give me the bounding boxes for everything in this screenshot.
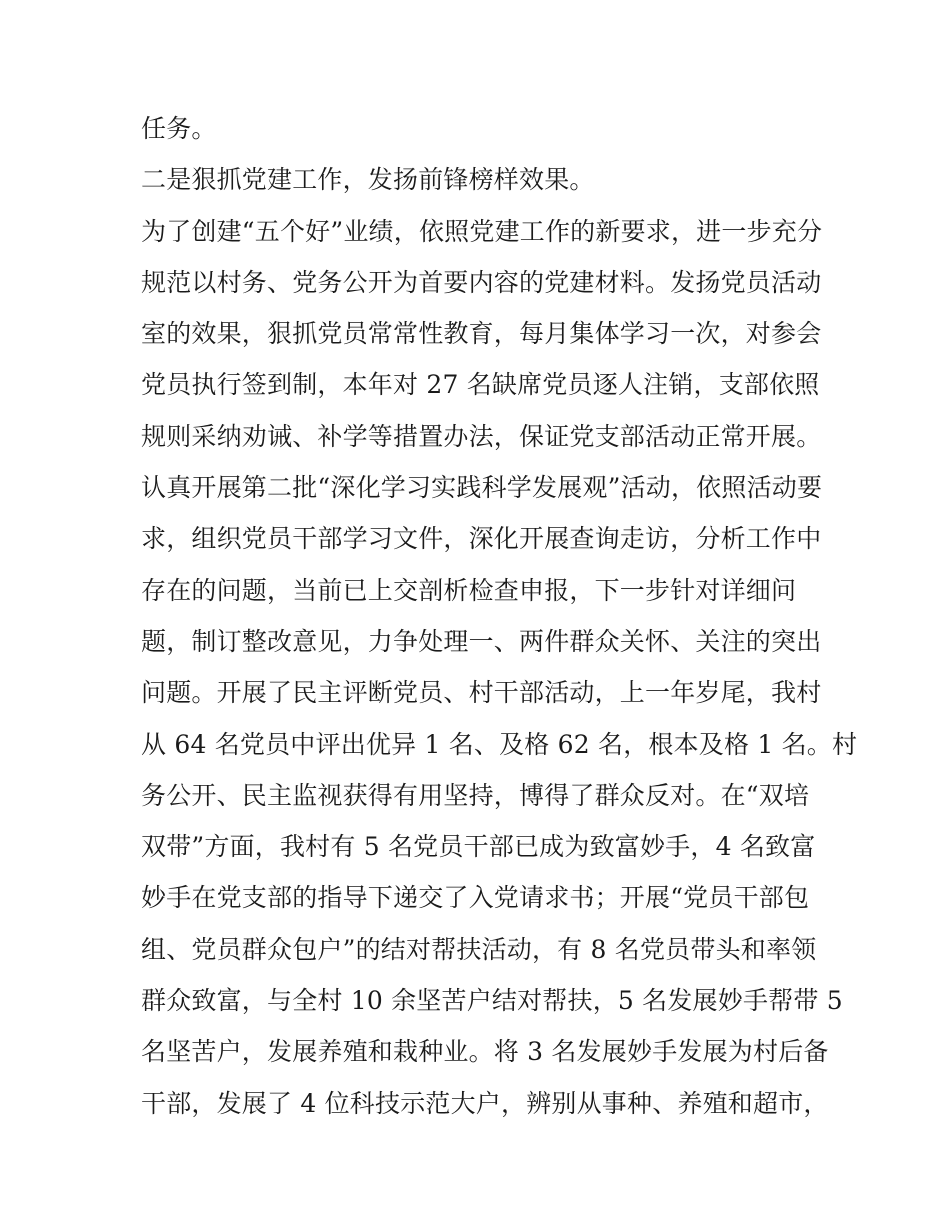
text-line: 群众致富，与全村 10 余坚苦户结对帮扶，5 名发展妙手帮带 5 — [141, 986, 843, 1016]
text-line: 妙手在党支部的指导下递交了入党请求书；开展“党员干部包 — [141, 883, 810, 913]
text-line: 规范以村务、党务公开为首要内容的党建材料。发扬党员活动 — [141, 267, 822, 297]
text-line: 组、党员群众包户”的结对帮扶活动，有 8 名党员带头和率领 — [141, 934, 817, 964]
text-line: 认真开展第二批“深化学习实践科学发展观”活动，依照活动要 — [141, 473, 823, 503]
text-line: 务公开、民主监视获得有用坚持，博得了群众反对。在“双培 — [141, 780, 810, 810]
text-line: 双带”方面，我村有 5 名党员干部已成为致富妙手，4 名致富 — [141, 832, 816, 862]
text-line: 任务。 — [141, 114, 217, 143]
text-line: 室的效果，狠抓党员常常性教育，每月集体学习一次，对参会 — [141, 319, 822, 349]
text-line: 名坚苦户，发展养殖和栽种业。将 3 名发展妙手发展为村后备 — [141, 1037, 829, 1067]
text-line: 从 64 名党员中评出优异 1 名、及格 62 名，根本及格 1 名。村 — [141, 729, 858, 759]
text-line: 干部，发展了 4 位科技示范大户，辨别从事种、养殖和超市， — [141, 1088, 829, 1118]
text-line: 问题。开展了民主评断党员、村干部活动，上一年岁尾，我村 — [141, 678, 822, 708]
text-line: 二是狠抓党建工作，发扬前锋榜样效果。 — [141, 165, 595, 195]
text-line: 党员执行签到制，本年对 27 名缺席党员逐人注销，支部依照 — [141, 370, 820, 400]
text-line: 求，组织党员干部学习文件，深化开展查询走访，分析工作中 — [141, 524, 822, 554]
document-body — [141, 107, 858, 1133]
text-line: 规则采纳劝诫、补学等措置办法，保证党支部活动正常开展。 — [141, 421, 822, 451]
text-line: 题，制订整改意见，力争处理一、两件群众关怀、关注的突出 — [141, 626, 822, 656]
text-line: 为了创建“五个好”业绩，依照党建工作的新要求，进一步充分 — [141, 216, 823, 246]
text-line: 存在的问题，当前已上交剖析检查申报，下一步针对详细问 — [141, 575, 797, 605]
